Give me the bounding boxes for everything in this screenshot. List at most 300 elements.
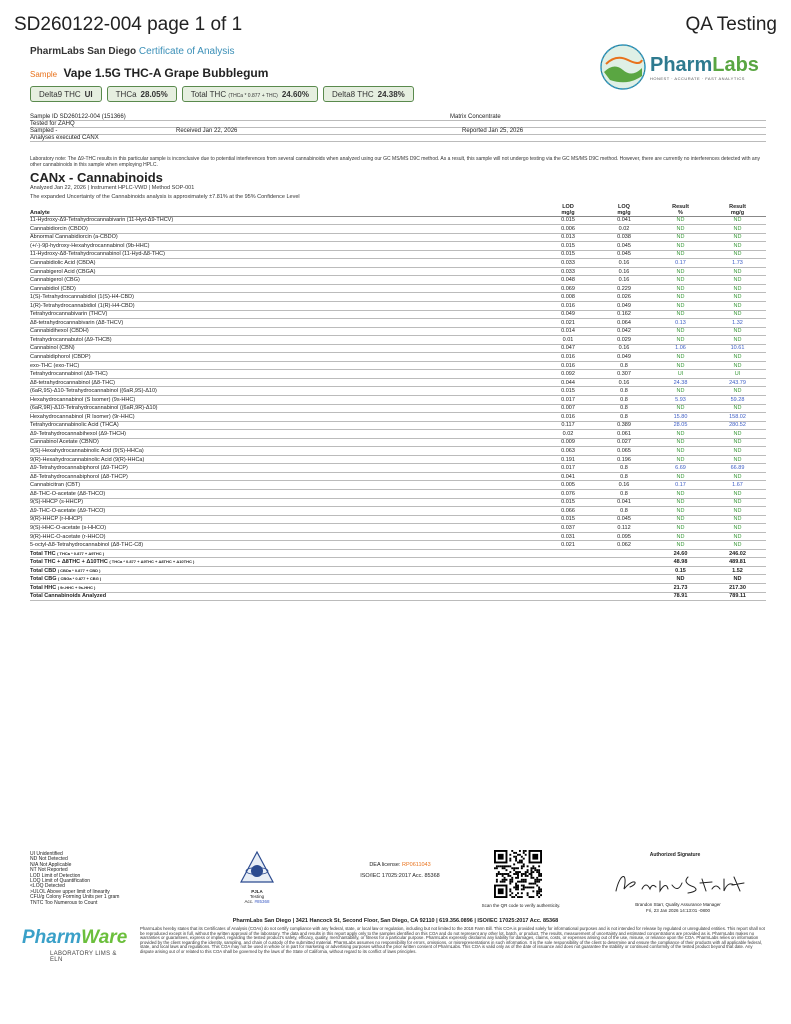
pjla-org: PJLA <box>251 889 263 894</box>
total-label-cell <box>30 584 540 593</box>
result-mg-cell: ND <box>709 310 766 319</box>
analyte-cell: 1(S)-Tetrahydrocannabidiol (1(S)-H4-CBD) <box>30 293 540 302</box>
table-row <box>30 267 766 276</box>
result-pct-cell: ND <box>652 507 709 516</box>
lod-cell: 0.016 <box>540 301 596 310</box>
lod-cell <box>540 549 596 558</box>
col-result-mg-text: Result mg/g <box>729 203 746 216</box>
total-label: Total Cannabinoids Analyzed <box>30 593 107 600</box>
sample-title-line <box>30 66 268 80</box>
table-row <box>30 276 766 285</box>
analyte-cell: Cannabigerol Acid (CBGA) <box>30 267 540 276</box>
table-row <box>30 284 766 293</box>
analyte-cell: Cannabidiol (CBD) <box>30 284 540 293</box>
pjla-acc <box>233 899 281 904</box>
lod-cell: 0.037 <box>540 524 596 533</box>
loq-cell: 0.041 <box>596 216 652 225</box>
pill-value: UI <box>84 90 93 99</box>
result-pct-cell: ND <box>652 387 709 396</box>
result-pct-cell: ND <box>652 225 709 234</box>
result-mg-cell: ND <box>709 575 766 584</box>
table-row <box>30 421 766 430</box>
table-row <box>30 404 766 413</box>
lod-cell: 0.033 <box>540 267 596 276</box>
table-row <box>30 344 766 353</box>
report-category: QA Testing <box>685 14 777 35</box>
analyte-cell: (6aR,9S)-Δ10-Tetrahydrocannabinol ((6aR,9S)-Δ10) <box>30 387 540 396</box>
analyte-cell: 11-Hydroxy-Δ9-Tetrahydrocannabivarin (11-Hyd-Δ9-THCV) <box>30 216 540 225</box>
table-row <box>30 524 766 533</box>
col-analyte: Analyte <box>30 203 540 216</box>
lod-cell: 0.041 <box>540 472 596 481</box>
result-mg-cell: ND <box>709 216 766 225</box>
loq-cell: 0.196 <box>596 455 652 464</box>
legend-item: CFU/g Colony Forming Units per 1 gram <box>30 894 120 901</box>
result-mg-cell: ND <box>709 507 766 516</box>
result-mg-cell: ND <box>709 267 766 276</box>
loq-cell: 0.112 <box>596 524 652 533</box>
lod-cell: 0.007 <box>540 404 596 413</box>
result-pct-cell: ND <box>652 472 709 481</box>
result-pct-cell: ND <box>652 490 709 499</box>
result-pct-cell: 24.60 <box>652 549 709 558</box>
sample-name: Vape 1.5G THC-A Grape Bubblegum <box>63 66 269 80</box>
lod-cell <box>540 558 596 567</box>
analyte-cell: exo-THC (exo-THC) <box>30 361 540 370</box>
qr-code[interactable] <box>494 850 542 898</box>
analyte-cell: 9(S)-HHC-O-acetate (s-HHCO) <box>30 524 540 533</box>
cannabinoids-table <box>30 203 766 601</box>
meta-row <box>30 135 766 142</box>
abbreviation-legend <box>30 852 119 906</box>
loq-cell: 0.16 <box>596 378 652 387</box>
result-pct-cell: ND <box>652 267 709 276</box>
result-pct-cell: ND <box>652 430 709 439</box>
pill-formula: (THCa * 0.877 + THC) <box>228 93 278 99</box>
result-mg-cell: 243.79 <box>709 378 766 387</box>
loq-cell: 0.042 <box>596 327 652 336</box>
table-row <box>30 216 766 225</box>
result-pct-cell: ND <box>652 310 709 319</box>
col-result-pct-text: Result % <box>672 203 689 216</box>
loq-cell: 0.8 <box>596 464 652 473</box>
col-result-mg <box>709 203 766 216</box>
table-row <box>30 242 766 251</box>
lod-cell: 0.015 <box>540 216 596 225</box>
result-mg-cell: ND <box>709 361 766 370</box>
lod-cell <box>540 575 596 584</box>
result-pct-cell: 21.73 <box>652 584 709 593</box>
legend-item: >ULOL Above upper limit of linearity <box>30 888 110 895</box>
loq-cell <box>596 592 652 601</box>
analyte-cell: Δ8-tetrahydrocannabivarin (Δ8-THCV) <box>30 319 540 328</box>
result-pct-cell: ND <box>652 541 709 550</box>
table-row <box>30 259 766 268</box>
pjla-label <box>233 889 281 904</box>
result-mg-cell: ND <box>709 472 766 481</box>
table-row <box>30 336 766 345</box>
pjla-accreditation <box>233 850 281 910</box>
lod-cell: 0.014 <box>540 327 596 336</box>
lod-cell: 0.033 <box>540 259 596 268</box>
result-pct-cell: 0.15 <box>652 566 709 575</box>
total-label-cell <box>30 566 540 575</box>
analyte-cell: 5-octyl-Δ8-Tetrahydrocannabinol (Δ8-THC-C8) <box>30 541 540 550</box>
doc-type: Certificate of Analysis <box>138 46 235 57</box>
loq-cell: 0.062 <box>596 541 652 550</box>
signer-info <box>608 902 748 913</box>
analyte-cell: Tetrahydrocannabinolic Acid (THCA) <box>30 421 540 430</box>
table-row <box>30 301 766 310</box>
dea-label: DEA license: <box>369 862 401 868</box>
result-mg-cell: ND <box>709 301 766 310</box>
tested-for: Tested for ZAHQ <box>30 121 75 127</box>
result-mg-cell: ND <box>709 455 766 464</box>
total-formula: ( 9r-HHC + 9s-HHC ) <box>57 584 96 590</box>
result-mg-cell: ND <box>709 293 766 302</box>
loq-cell <box>596 549 652 558</box>
logo-word-2: Labs <box>712 54 759 76</box>
dea-license <box>350 860 450 871</box>
pjla-seal-icon <box>239 850 275 884</box>
pill-value: 24.38% <box>377 90 405 99</box>
table-row <box>30 507 766 516</box>
pill-label: Total THC <box>190 90 227 99</box>
sample-meta <box>30 114 766 142</box>
analyte-cell: Cannabidiorcin (CBDO) <box>30 225 540 234</box>
lod-cell: 0.076 <box>540 490 596 499</box>
legend-item: N/A Not Applicable <box>30 861 72 868</box>
result-pct-cell: ND <box>652 242 709 251</box>
reported: Reported Jan 25, 2026 <box>462 128 524 134</box>
lod-cell: 0.031 <box>540 532 596 541</box>
analyte-cell: Tetrahydrocannabutol (Δ9-THCB) <box>30 336 540 345</box>
result-pct-cell: ND <box>652 532 709 541</box>
pill-value: 28.05% <box>140 90 168 99</box>
loq-cell: 0.8 <box>596 395 652 404</box>
result-mg-cell: ND <box>709 447 766 456</box>
lod-cell: 0.021 <box>540 541 596 550</box>
loq-cell: 0.8 <box>596 404 652 413</box>
result-mg-cell: UI <box>709 370 766 379</box>
result-pct-cell: ND <box>652 524 709 533</box>
loq-cell: 0.027 <box>596 438 652 447</box>
total-label: Total CBD <box>30 567 57 574</box>
analyte-cell: Δ9-Tetrahydrocannabihexol (Δ9-THCH) <box>30 430 540 439</box>
analyses-executed: Analyses executed CANX <box>30 135 99 141</box>
lod-cell: 0.008 <box>540 293 596 302</box>
table-row <box>30 233 766 242</box>
result-mg-cell: ND <box>709 404 766 413</box>
pharmware-tagline: LABORATORY LIMS & ELN <box>50 951 117 963</box>
pharmware-logo <box>22 927 127 963</box>
table-row <box>30 370 766 379</box>
table-row <box>30 541 766 550</box>
license-info <box>350 860 450 882</box>
result-mg-cell: 789.11 <box>709 592 766 601</box>
analyte-cell: 9(R)-HHC-O-acetate (r-HHCO) <box>30 532 540 541</box>
meta-row <box>30 121 766 128</box>
result-mg-cell: ND <box>709 284 766 293</box>
result-mg-cell: ND <box>709 276 766 285</box>
pill-total-thc <box>182 86 318 102</box>
total-row <box>30 575 766 584</box>
table-row <box>30 464 766 473</box>
summary-pills <box>30 86 414 102</box>
result-pct-cell: ND <box>652 250 709 259</box>
lod-cell <box>540 592 596 601</box>
loq-cell: 0.8 <box>596 472 652 481</box>
lod-cell: 0.009 <box>540 438 596 447</box>
loq-cell: 0.045 <box>596 515 652 524</box>
table-row <box>30 293 766 302</box>
legend-item: ND Not Detected <box>30 856 68 863</box>
total-label: Total HHC <box>30 584 57 591</box>
iso-accreditation: ISO/IEC 17025:2017 Acc. 85368 <box>360 873 440 879</box>
result-pct-cell: ND <box>652 327 709 336</box>
analyte-cell: Cannabigerol (CBG) <box>30 276 540 285</box>
legend-item: TNTC Too Numerous to Count <box>30 899 98 906</box>
analyte-cell: 9(R)-HHCP (r-HHCP) <box>30 515 540 524</box>
table-row <box>30 327 766 336</box>
table-row <box>30 515 766 524</box>
lod-cell: 0.092 <box>540 370 596 379</box>
result-pct-cell: ND <box>652 336 709 345</box>
meta-row <box>30 128 766 135</box>
result-mg-cell: ND <box>709 524 766 533</box>
total-row <box>30 558 766 567</box>
result-pct-cell: ND <box>652 455 709 464</box>
table-row <box>30 438 766 447</box>
sampled: Sampled - <box>30 128 58 134</box>
loq-cell: 0.065 <box>596 447 652 456</box>
uncertainty-note: The expanded Uncertainty of the Cannabinoids analysis is approximately ±7.81% at the 95% Confidence Level <box>30 194 300 200</box>
result-pct-cell: 1.06 <box>652 344 709 353</box>
result-mg-cell: 59.28 <box>709 395 766 404</box>
pill-value: 24.60% <box>281 90 309 99</box>
legend-item: NT Not Reported <box>30 867 68 874</box>
col-loq-text: LOQ mg/g <box>617 203 631 216</box>
analyte-cell: 1(R)-Tetrahydrocannabidiol (1(R)-H4-CBD) <box>30 301 540 310</box>
analyte-cell: 11-Hydroxy-Δ8-Tetrahydrocannabinol (11-Hyd-Δ8-THC) <box>30 250 540 259</box>
result-mg-cell: 1.73 <box>709 259 766 268</box>
legend-item: <LOQ Detected <box>30 883 65 890</box>
pharmware-word-1: Pharm <box>22 927 82 948</box>
table-row <box>30 481 766 490</box>
table-row <box>30 413 766 422</box>
loq-cell: 0.389 <box>596 421 652 430</box>
total-label: Total THC <box>30 550 56 557</box>
result-mg-cell: 246.02 <box>709 549 766 558</box>
total-formula: ( THCa * 0.877 + Δ9THC ) <box>57 550 105 556</box>
lod-cell: 0.016 <box>540 413 596 422</box>
loq-cell <box>596 575 652 584</box>
loq-cell: 0.16 <box>596 481 652 490</box>
table-row <box>30 395 766 404</box>
lod-cell: 0.015 <box>540 387 596 396</box>
total-formula: ( CBGa * 0.877 + CBG ) <box>58 576 102 582</box>
pjla-type: Testing <box>249 894 265 899</box>
pill-label: THCa <box>115 90 137 99</box>
loq-cell: 0.8 <box>596 507 652 516</box>
total-label-cell <box>30 575 540 584</box>
analyte-cell: Hexahydrocannabinol (S Isomer) (9s-HHC) <box>30 395 540 404</box>
analyte-cell: Tetrahydrocannabinol (Δ9-THC) <box>30 370 540 379</box>
loq-cell: 0.064 <box>596 319 652 328</box>
pharmlabs-logo <box>598 38 768 98</box>
loq-cell <box>596 558 652 567</box>
analyte-cell: Cannabidiphorol (CBDP) <box>30 353 540 362</box>
handwritten-signature <box>608 867 748 897</box>
analyte-cell: Abnormal Cannabidiorcin (a-CBDO) <box>30 233 540 242</box>
col-result-pct <box>652 203 709 216</box>
lod-cell: 0.069 <box>540 284 596 293</box>
analysis-info: Analyzed Jan 22, 2026 | Instrument HPLC-VWD | Method SOP-001 <box>30 185 195 191</box>
lod-cell: 0.017 <box>540 464 596 473</box>
result-mg-cell: ND <box>709 353 766 362</box>
table-row <box>30 250 766 259</box>
logo-tagline: HONEST · ACCURATE · FAST ANALYTICS <box>650 76 745 81</box>
loq-cell: 0.029 <box>596 336 652 345</box>
lod-cell: 0.01 <box>540 336 596 345</box>
loq-cell <box>596 566 652 575</box>
lod-cell: 0.016 <box>540 353 596 362</box>
signature-label: Authorized Signature <box>649 852 701 858</box>
result-mg-cell: ND <box>709 250 766 259</box>
pill-label: Delta9 THC <box>39 90 81 99</box>
lod-cell: 0.063 <box>540 447 596 456</box>
result-pct-cell: ND <box>652 293 709 302</box>
result-pct-cell: ND <box>652 233 709 242</box>
analyte-cell: Cannabidihexol (CBDH) <box>30 327 540 336</box>
col-loq <box>596 203 652 216</box>
loq-cell: 0.049 <box>596 301 652 310</box>
result-pct-cell: ND <box>652 575 709 584</box>
analyte-cell: Δ8-Tetrahydrocannabiphorol (Δ8-THCP) <box>30 472 540 481</box>
legend-item: LOD Limit of Detection <box>30 872 81 879</box>
analyte-cell: Cannabidiolic Acid (CBDA) <box>30 259 540 268</box>
result-mg-cell: ND <box>709 387 766 396</box>
lod-cell: 0.015 <box>540 498 596 507</box>
lod-cell: 0.117 <box>540 421 596 430</box>
loq-cell: 0.229 <box>596 284 652 293</box>
report-id-page: SD260122-004 page 1 of 1 <box>14 14 243 35</box>
total-label: Total THC + Δ8THC + Δ10THC <box>30 559 108 566</box>
table-row <box>30 319 766 328</box>
lod-cell: 0.016 <box>540 361 596 370</box>
legend-item: LOQ Limit of Quantification <box>30 878 91 885</box>
result-mg-cell: ND <box>709 515 766 524</box>
lod-cell <box>540 584 596 593</box>
pjla-acc-label: Acc. <box>244 899 254 904</box>
result-pct-cell: ND <box>652 498 709 507</box>
result-pct-cell: 15.80 <box>652 413 709 422</box>
total-label-cell <box>30 558 540 567</box>
col-lod-text: LOD mg/g <box>561 203 575 216</box>
result-pct-cell: ND <box>652 276 709 285</box>
loq-cell: 0.8 <box>596 361 652 370</box>
legend-item: UI Unidentified <box>30 851 63 857</box>
logo-word-1: Pharm <box>650 54 713 76</box>
loq-cell: 0.045 <box>596 250 652 259</box>
result-mg-cell: ND <box>709 498 766 507</box>
result-pct-cell: ND <box>652 216 709 225</box>
result-mg-cell: ND <box>709 490 766 499</box>
lod-cell: 0.02 <box>540 430 596 439</box>
table-row <box>30 361 766 370</box>
result-pct-cell: ND <box>652 447 709 456</box>
total-label-cell <box>30 549 540 558</box>
loq-cell: 0.026 <box>596 293 652 302</box>
pill-label: Delta8 THC <box>332 90 374 99</box>
table-row <box>30 310 766 319</box>
lod-cell: 0.066 <box>540 507 596 516</box>
loq-cell: 0.307 <box>596 370 652 379</box>
table-row <box>30 387 766 396</box>
result-pct-cell: ND <box>652 404 709 413</box>
result-mg-cell: ND <box>709 336 766 345</box>
result-pct-cell: ND <box>652 515 709 524</box>
result-mg-cell: ND <box>709 242 766 251</box>
analyte-cell: (6aR,9R)-Δ10-Tetrahydrocannabinol ((6aR,9R)-Δ10) <box>30 404 540 413</box>
result-pct-cell: ND <box>652 438 709 447</box>
loq-cell: 0.095 <box>596 532 652 541</box>
table-header-row <box>30 203 766 216</box>
signer-name: Brandon Starr, Quality Assurance Manager <box>635 902 721 907</box>
table-row <box>30 430 766 439</box>
lod-cell: 0.017 <box>540 395 596 404</box>
analyte-cell: 9(R)-Hexahydrocannabinolic Acid (9(R)-HHCa) <box>30 455 540 464</box>
result-pct-cell: ND <box>652 301 709 310</box>
lod-cell: 0.013 <box>540 233 596 242</box>
lab-name: PharmLabs San Diego <box>30 46 137 57</box>
analyte-cell: Hexahydrocannabinol (R Isomer) (9r-HHC) <box>30 413 540 422</box>
result-mg-cell: 1.67 <box>709 481 766 490</box>
lab-note: Laboratory note: The Δ9-THC results in this particular sample is inconclusive due to potential interferences from several cannabinoids when analyzed using our GC MS/MS D9C method. As a result, this sample will not undergo testing via the GC MS/MS D9C method. However, there are currently no interferences detected with any other cannabinoids in this sample when employing HPLC. <box>30 156 760 168</box>
table-row <box>30 225 766 234</box>
matrix: Matrix Concentrate <box>450 114 501 120</box>
lod-cell: 0.006 <box>540 225 596 234</box>
qr-caption: Scan the QR code to verify authenticity. <box>481 903 561 908</box>
lab-title-line <box>30 46 235 57</box>
analyte-cell: Cannabicitran (CBT) <box>30 481 540 490</box>
table-row <box>30 498 766 507</box>
logo-wordmark <box>650 54 759 77</box>
pharmware-word-2: Ware <box>81 927 128 948</box>
result-pct-cell: 0.13 <box>652 319 709 328</box>
result-pct-cell: UI <box>652 370 709 379</box>
result-mg-cell: 280.52 <box>709 421 766 430</box>
pill-thca <box>107 86 177 102</box>
result-mg-cell: ND <box>709 541 766 550</box>
lod-cell: 0.044 <box>540 378 596 387</box>
section-title: CANx - Cannabinoids <box>30 170 163 185</box>
result-mg-cell: ND <box>709 438 766 447</box>
loq-cell: 0.041 <box>596 498 652 507</box>
result-mg-cell: 489.81 <box>709 558 766 567</box>
loq-cell: 0.045 <box>596 242 652 251</box>
table-row <box>30 532 766 541</box>
total-row <box>30 549 766 558</box>
analyte-cell: Δ8-tetrahydrocannabinol (Δ8-THC) <box>30 378 540 387</box>
table-row <box>30 447 766 456</box>
meta-row <box>30 114 766 121</box>
lod-cell: 0.048 <box>540 276 596 285</box>
lod-cell: 0.021 <box>540 319 596 328</box>
result-pct-cell: 28.05 <box>652 421 709 430</box>
analyte-cell: 9(S)-HHCP (s-HHCP) <box>30 498 540 507</box>
dea-number: RP0611043 <box>402 862 431 868</box>
